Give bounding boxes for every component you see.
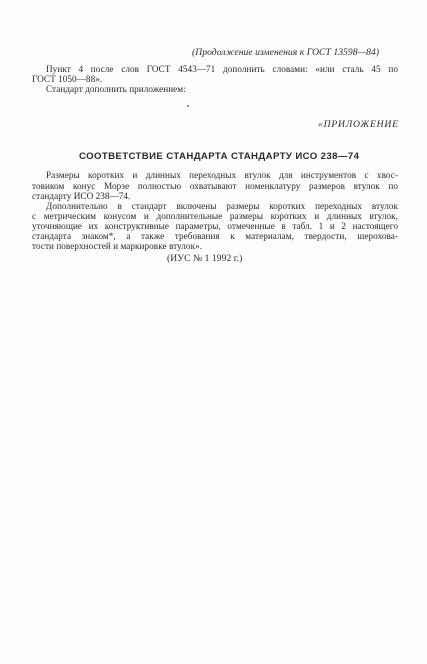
appendix-title: СООТВЕТСТВИЕ СТАНДАРТА СТАНДАРТУ ИСО 238—74 [79, 151, 360, 162]
paragraph-1-line-2: товиком конус Морзе полностью охватывают номенклатуру размеров втулок по [32, 181, 398, 191]
paragraph-2-line-2: с метрическим конусом и дополнительные размеры коротких и длинных втулок, [32, 211, 398, 221]
paragraph-1-line-1: Размеры коротких и длинных переходных втулок для инструментов с хвос- [46, 170, 398, 180]
appendix-label: «ПРИЛОЖЕНИЕ [318, 119, 399, 130]
amendment-line-2: ГОСТ 1050—88». [32, 74, 103, 84]
amendment-line-1: Пункт 4 после слов ГОСТ 4543—71 дополнить словами: «или сталь 45 по [46, 64, 398, 74]
paragraph-2-line-5: тости поверхностей и маркировке втулок». [32, 241, 203, 251]
paragraph-1-line-3: стандарту ИСО 238—74. [32, 191, 131, 201]
paragraph-2-line-1: Дополнительно в стандарт включены размеры коротких переходных втулок [46, 201, 398, 211]
paragraph-2-line-3: уточняющие их конструктивные параметры, отмеченные в табл. 1 и 2 настоящего [32, 221, 398, 231]
scan-speck [187, 105, 189, 107]
paragraph-2-line-4: стандарта знаком*, а также требования к материалам, твердости, шерохова- [32, 231, 398, 241]
amendment-line-3: Стандарт дополнить приложением: [46, 84, 186, 94]
source-reference: (ИУС № 1 1992 г.) [167, 253, 243, 264]
continuation-header: (Продолжение изменения к ГОСТ 13598—84) [192, 47, 380, 58]
